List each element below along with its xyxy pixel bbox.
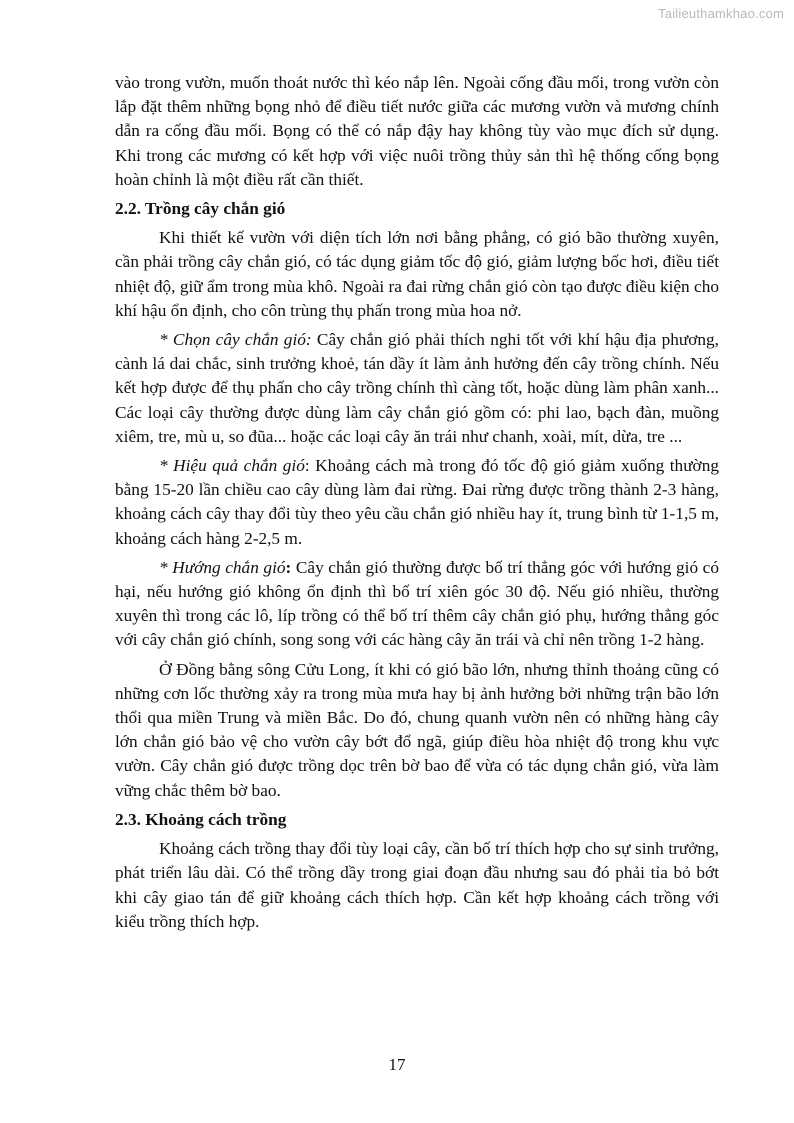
- paragraph-mekong-delta: Ở Đồng bằng sông Cửu Long, ít khi có gió bão lớn, nhưng thỉnh thoảng cũng có những cơn lốc thường xảy ra trong mùa mưa hay bị ảnh hưởng bởi những trận bão lớn thổi qua miền Trung và miền Bắc. Do đó, chung quanh vườn nên có những hàng cây lớn chắn gió bảo vệ cho vườn cây bớt đổ ngã, giúp điều hòa nhiệt độ trong khu vực vườn. Cây chắn gió được trồng dọc trên bờ bao để vừa có tác dụng chắn gió, vừa làm vững chắc thêm bờ bao.: [115, 659, 719, 800]
- text-windbreak-direction: Cây chắn gió thường được bố trí thẳng góc với hướng gió có hại, nếu hướng gió không ổn định thì bố trí xiên góc 30 độ. Nếu gió nhiều, thường xuyên thì trong các lô, líp trồng có thể bố trí thêm cây chắn gió phụ, hướng thẳng góc với cây chắn gió chính, song song với các hàng cây ăn trái và chỉ nên trồng 1-2 hàng.: [115, 557, 719, 650]
- paragraph-windbreak-direction: [115, 556, 719, 653]
- direction-colon: :: [285, 557, 292, 577]
- paragraph-planting-distance: Khoảng cách trồng thay đổi tùy loại cây, cần bố trí thích hợp cho sự sinh trưởng, phát triển lâu dài. Có thể trồng dầy trong giai đoạn đầu nhưng sau đó phải tỉa bỏ bớt khi cây giao tán để giữ khoảng cách thích hợp. Cần kết hợp khoảng cách trồng với kiểu trồng thích hợp.: [115, 839, 719, 931]
- label-windbreak-direction: * Hướng chắn gió: [159, 557, 286, 577]
- section-heading-2-3: 2.3. Khoảng cách trồng: [115, 809, 287, 829]
- paragraph-windbreak-intro: Khi thiết kế vườn với diện tích lớn nơi bằng phẳng, có gió bão thường xuyên, cần phải trồng cây chắn gió, có tác dụng giảm tốc độ gió, giảm lượng bốc hơi, điều tiết nhiệt độ, giữ ẩm trong mùa khô. Ngoài ra đai rừng chắn gió còn tạo được điều kiện cho khí hậu ổn định, cho côn trùng thụ phấn trong mùa hoa nở.: [115, 228, 719, 320]
- paragraph-drainage: vào trong vườn, muốn thoát nước thì kéo nắp lên. Ngoài cống đầu mối, trong vườn còn lắp đặt thêm những bọng nhỏ để điều tiết nước giữa các mương vườn và mương chính dẫn ra cống đầu mối. Bọng có thể có nắp đậy hay không tùy vào mục đích sử dụng. Khi trong các mương có kết hợp với việc nuôi trồng thủy sản thì hệ thống cống bọng hoàn chỉnh là một điều rất cần thiết.: [115, 73, 719, 189]
- section-heading-2-2: 2.2. Trồng cây chắn gió: [115, 199, 286, 219]
- text-choose-windbreak: Cây chắn gió phải thích nghi tốt với khí hậu địa phương, cành lá dai chắc, sinh trưởng khoẻ, tán dầy ít làm ảnh hưởng đến cây trồng chính. Nếu kết hợp được để thụ phấn cho cây trồng chính thì càng tốt, hoặc dùng làm phân xanh... Các loại cây thường được dùng làm cây chắn gió gồm có: phi lao, bạch đàn, muồng xiêm, tre, mù u, so đũa... hoặc các loại cây ăn trái như chanh, xoài, mít, dừa, tre ...: [115, 330, 719, 446]
- label-windbreak-effect: * Hiệu quả chắn gió: [159, 456, 305, 476]
- document-page: [115, 71, 719, 939]
- paragraph-choose-windbreak: [115, 328, 719, 449]
- page-number: 17: [388, 1055, 406, 1074]
- text-windbreak-effect: : Khoảng cách mà trong đó tốc độ gió giảm xuống thường bằng 15-20 lần chiều cao cây dùng làm đai rừng. Đai rừng được trồng thành 2-3 hàng, khoảng cách cây thay đổi tùy theo yêu cầu chắn gió nhiều hay ít, trung bình từ 1-1,5 m, khoảng cách hàng 2-2,5 m.: [115, 456, 719, 548]
- label-choose-windbreak: * Chọn cây chắn gió:: [159, 330, 312, 350]
- paragraph-windbreak-effect: [115, 454, 719, 551]
- watermark: Tailieuthamkhao.com: [658, 6, 784, 21]
